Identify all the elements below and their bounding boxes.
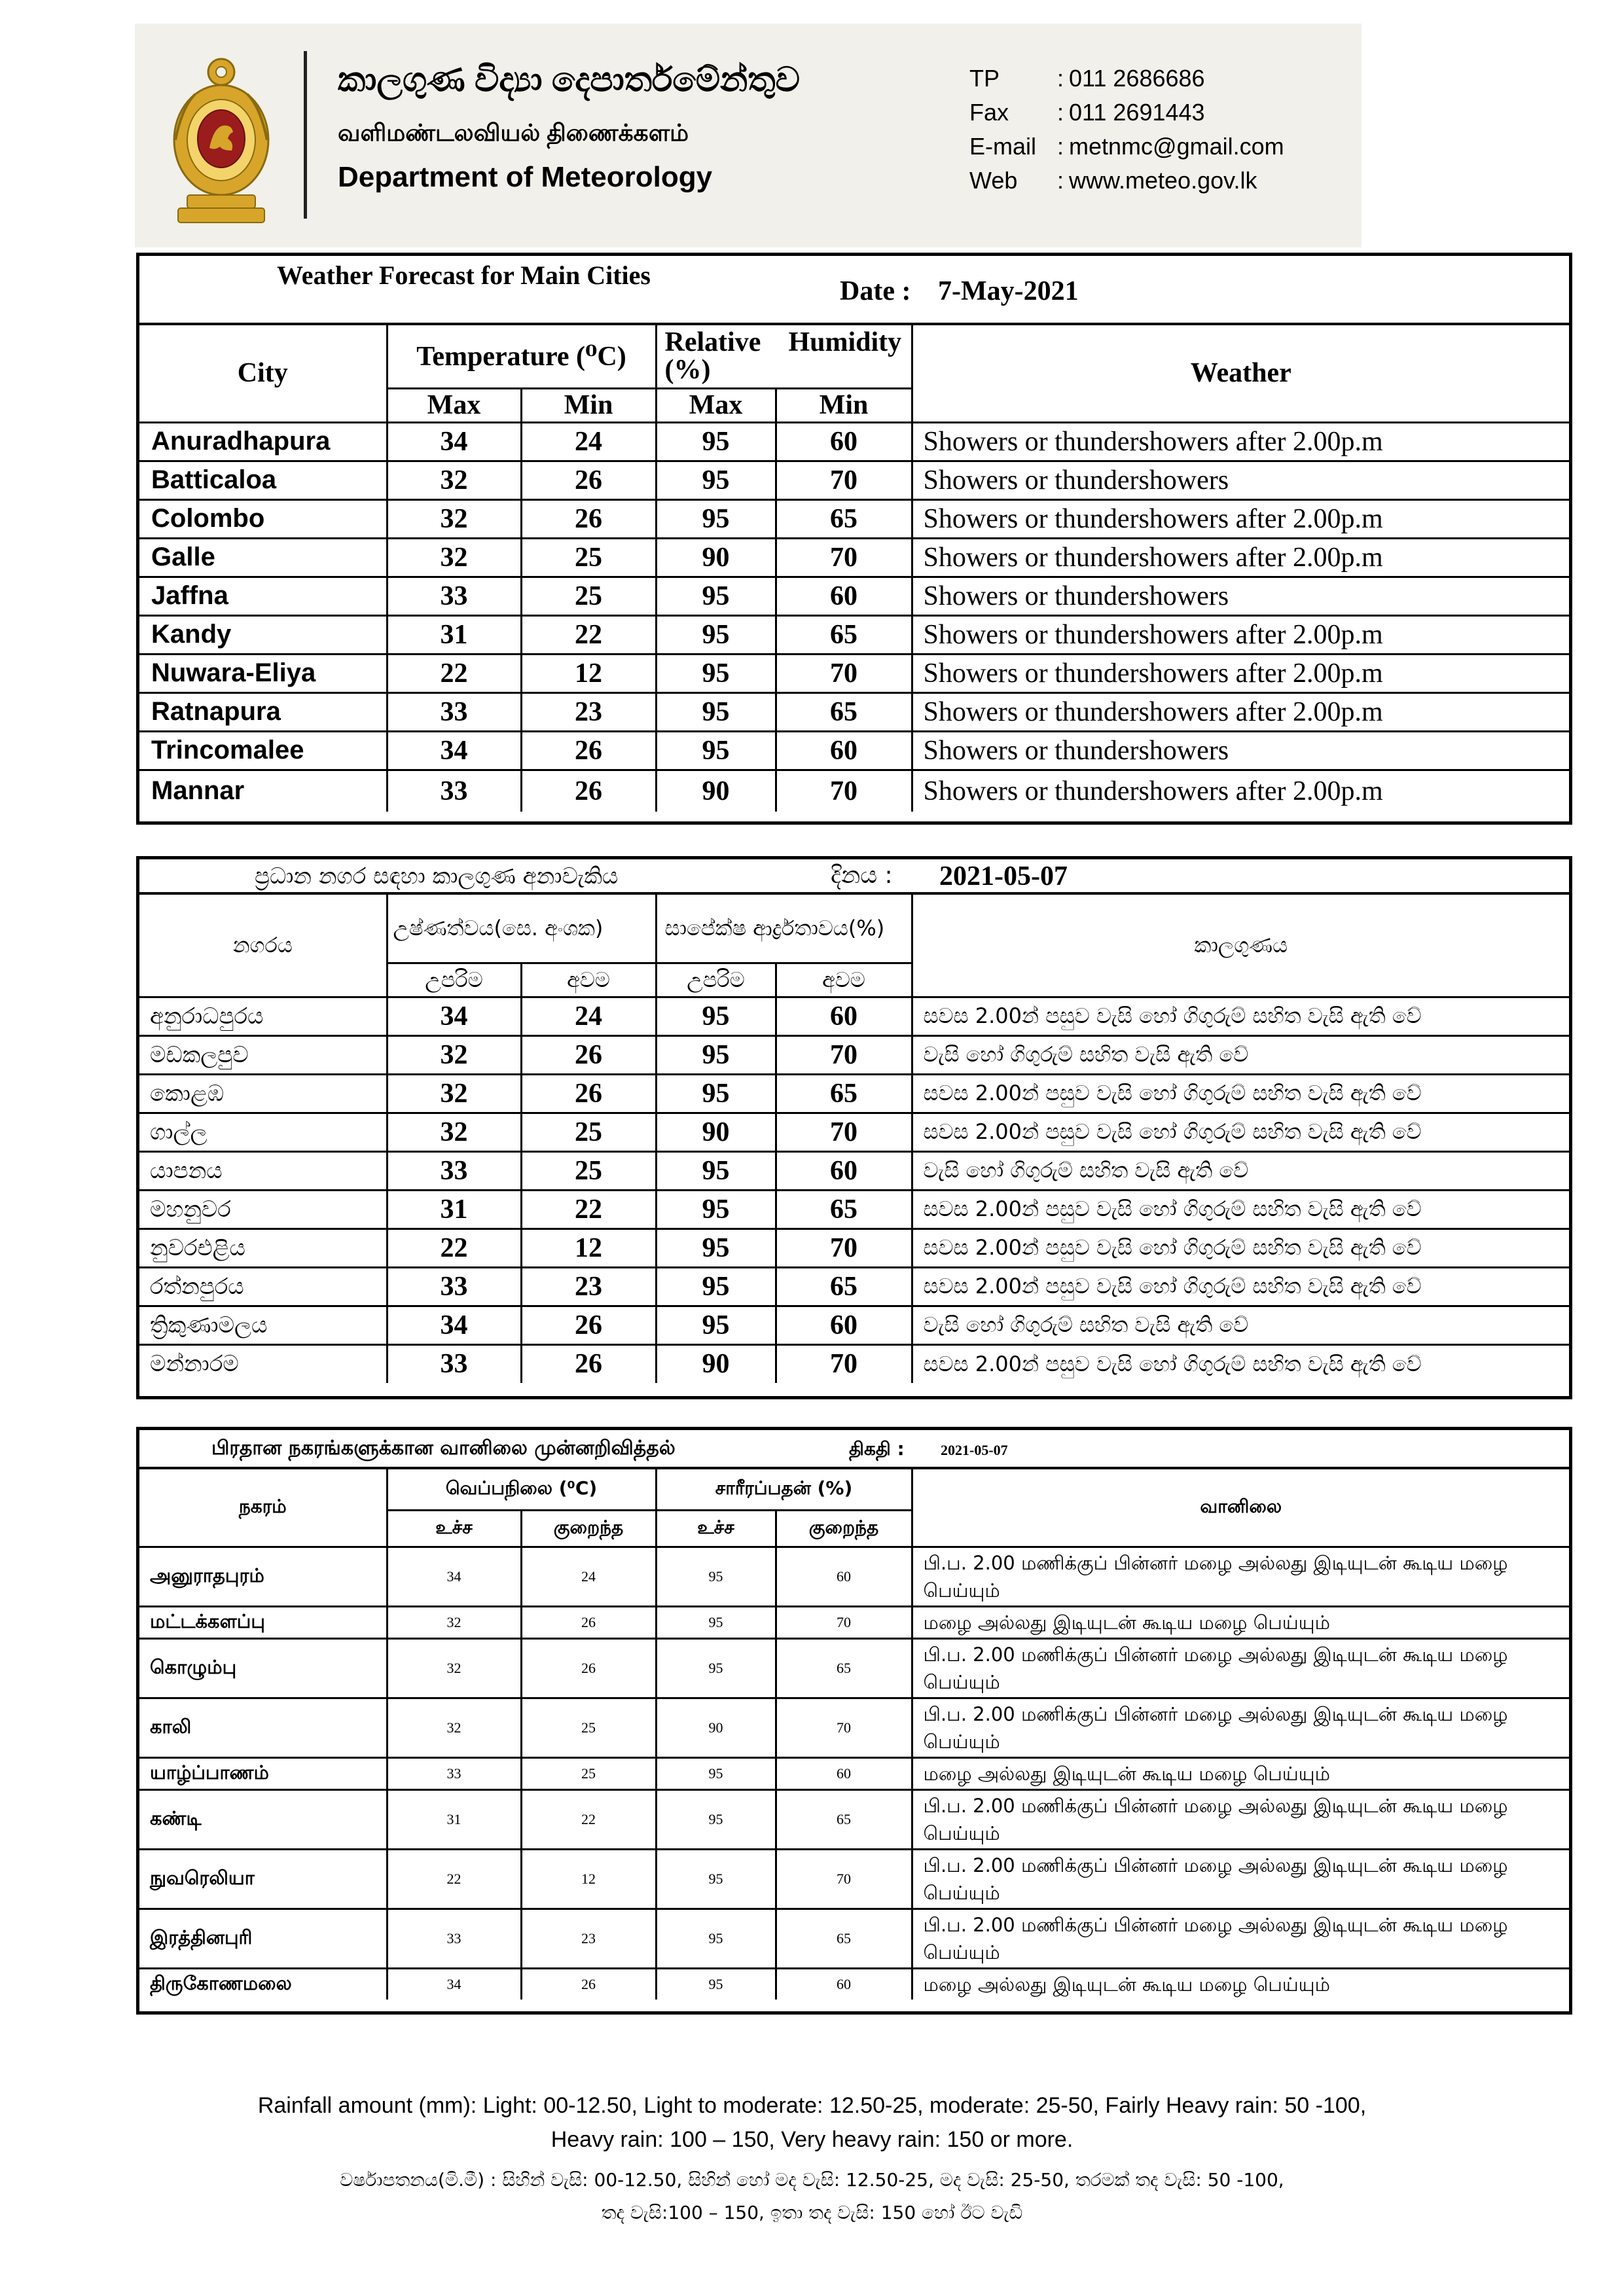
weather-description: Showers or thundershowers after 2.00p.m [912, 770, 1569, 812]
city-name: Kandy [139, 615, 387, 654]
weather-description: සවස 2.00න් පසුව වැසි හෝ ගිගුරුම් සහිත වැසි ඇති වේ [912, 1267, 1569, 1306]
table-row [139, 1344, 1569, 1383]
table-row [139, 1606, 1569, 1638]
humidity-min: 60 [776, 997, 912, 1035]
table-title: Weather Forecast for Main Cities [277, 260, 651, 290]
city-name: நுவரெலியா [139, 1849, 387, 1909]
humidity-max: 95 [656, 997, 776, 1035]
city-name: Colombo [139, 499, 387, 538]
humidity-min: 65 [776, 1074, 912, 1113]
table-row [139, 1547, 1569, 1606]
temp-max: 33 [387, 577, 521, 615]
temp-max: 22 [387, 654, 521, 692]
humidity-min: 65 [776, 1267, 912, 1306]
contact-separator: : [1056, 99, 1064, 126]
city-name: கண்டி [139, 1789, 387, 1849]
header-weather: வானிலை [912, 1469, 1569, 1547]
temp-max: 33 [387, 1909, 521, 1968]
forecast-grid [139, 895, 1569, 1383]
humidity-min: 70 [776, 1849, 912, 1909]
humidity-min: 65 [776, 1909, 912, 1968]
humidity-max: 95 [656, 1229, 776, 1267]
weather-description: பி.ப. 2.00 மணிக்குப் பின்னர் மழை அல்லது இடியுடன் கூடிய மழை பெய்யும் [912, 1547, 1569, 1606]
header-weather: කාලගුණය [912, 895, 1569, 997]
date-value: 2021-05-07 [941, 1442, 1008, 1458]
humidity-max: 95 [656, 615, 776, 654]
humidity-min: 60 [776, 577, 912, 615]
contact-website-link[interactable]: www.meteo.gov.lk [1069, 167, 1257, 194]
weather-description: Showers or thundershowers after 2.00p.m [912, 692, 1569, 731]
city-name: රත්නපුරය [139, 1267, 387, 1306]
table-row [139, 422, 1569, 461]
humidity-min: 60 [776, 1968, 912, 2000]
city-name: නුවරඑළිය [139, 1229, 387, 1267]
contact-row-tp [969, 62, 1284, 96]
temp-min: 25 [521, 577, 656, 615]
humidity-max: 90 [656, 1698, 776, 1757]
header-rh-min: අවම [776, 963, 912, 997]
humidity-min: 70 [776, 538, 912, 577]
city-name: திருகோணமலை [139, 1968, 387, 2000]
temp-max: 32 [387, 1113, 521, 1151]
city-name: මහනුවර [139, 1190, 387, 1229]
department-name-english: Department of Meteorology [338, 161, 713, 193]
header-temp-max: උපරිම [387, 963, 521, 997]
humidity-min: 70 [776, 1113, 912, 1151]
header-humidity: සාපේක්ෂ ආර්ද්‍රතාවය(%) [656, 895, 912, 963]
forecast-grid [139, 325, 1569, 812]
temp-min: 23 [521, 1267, 656, 1306]
header-humidity: சாரீரப்பதன் (%) [656, 1469, 912, 1510]
city-name: Ratnapura [139, 692, 387, 731]
weather-description: மழை அல்லது இடியுடன் கூடிய மழை பெய்யும் [912, 1757, 1569, 1789]
city-name: මඩකලපුව [139, 1035, 387, 1074]
city-name: කොළඹ [139, 1074, 387, 1113]
city-name: காலி [139, 1698, 387, 1757]
header-rh-max: உச்ச [656, 1510, 776, 1547]
table-row [139, 997, 1569, 1035]
humidity-min: 60 [776, 1151, 912, 1190]
header-rh-max: උපරිම [656, 963, 776, 997]
city-name: Nuwara-Eliya [139, 654, 387, 692]
forecast-grid [139, 1469, 1569, 2000]
weather-description: සවස 2.00න් පසුව වැසි හෝ ගිගුරුම් සහිත වැසි ඇති වේ [912, 1190, 1569, 1229]
city-name: ගාල්ල [139, 1113, 387, 1151]
humidity-min: 70 [776, 1698, 912, 1757]
city-name: යාපනය [139, 1151, 387, 1190]
humidity-min: 65 [776, 1789, 912, 1849]
weather-description: සවස 2.00න් පසුව වැසි හෝ ගිගුරුම් සහිත වැසි ඇති වේ [912, 1074, 1569, 1113]
letterhead [135, 24, 1362, 247]
humidity-min: 70 [776, 654, 912, 692]
temp-min: 25 [521, 1698, 656, 1757]
temp-max: 32 [387, 1035, 521, 1074]
humidity-min: 65 [776, 1190, 912, 1229]
temp-min: 26 [521, 1606, 656, 1638]
weather-description: වැසි හෝ ගිගුරුම් සහිත වැසි ඇති වේ [912, 1306, 1569, 1344]
rainfall-legend-english-line1: Rainfall amount (mm): Light: 00-12.50, Light to moderate: 12.50-25, moderate: 25-50, Fairly Heavy rain: 50 -100, [257, 2093, 1367, 2118]
temp-max: 34 [387, 1547, 521, 1606]
humidity-max: 95 [656, 422, 776, 461]
humidity-max: 95 [656, 1789, 776, 1849]
contact-separator: : [1056, 65, 1064, 92]
temp-max: 32 [387, 1074, 521, 1113]
weather-description: மழை அல்லது இடியுடன் கூடிய மழை பெய்யும் [912, 1968, 1569, 2000]
humidity-max: 95 [656, 1909, 776, 1968]
header-temperature: Temperature (⁰C) [387, 325, 656, 388]
humidity-min: 70 [776, 770, 912, 812]
header-temp-min: குறைந்த [521, 1510, 656, 1547]
table-row [139, 1190, 1569, 1229]
temp-max: 32 [387, 461, 521, 499]
temp-max: 34 [387, 422, 521, 461]
humidity-max: 95 [656, 1190, 776, 1229]
weather-description: பி.ப. 2.00 மணிக்குப் பின்னர் மழை அல்லது இடியுடன் கூடிய மழை பெய்யும் [912, 1698, 1569, 1757]
header-temp-max: உச்ச [387, 1510, 521, 1547]
rainfall-legend-english-line2: Heavy rain: 100 – 150, Very heavy rain: 150 or more. [550, 2127, 1074, 2152]
humidity-max: 95 [656, 577, 776, 615]
contact-row-email [969, 130, 1284, 164]
table-row [139, 1757, 1569, 1789]
temp-min: 26 [521, 1074, 656, 1113]
temp-min: 22 [521, 1789, 656, 1849]
weather-description: பி.ப. 2.00 மணிக்குப் பின்னர் மழை அல்லது இடியுடன் கூடிய மழை பெய்யும் [912, 1789, 1569, 1849]
temp-max: 22 [387, 1849, 521, 1909]
city-name: கொழும்பு [139, 1638, 387, 1698]
humidity-min: 60 [776, 731, 912, 770]
city-name: අනුරාධපුරය [139, 997, 387, 1035]
city-name: මන්නාරම [139, 1344, 387, 1383]
temp-min: 26 [521, 1638, 656, 1698]
header-city: நகரம் [139, 1469, 387, 1547]
date-value: 7-May-2021 [938, 276, 1079, 306]
contact-separator: : [1056, 133, 1064, 160]
humidity-max: 95 [656, 1547, 776, 1606]
header-humidity: Relative Humidity (%) [656, 325, 912, 388]
temp-max: 33 [387, 1344, 521, 1383]
weather-description: Showers or thundershowers after 2.00p.m [912, 499, 1569, 538]
table-row [139, 1229, 1569, 1267]
table-row [139, 1151, 1569, 1190]
humidity-min: 60 [776, 422, 912, 461]
humidity-max: 95 [656, 654, 776, 692]
humidity-max: 95 [656, 731, 776, 770]
humidity-max: 95 [656, 1267, 776, 1306]
contact-value: 011 2686686 [1069, 65, 1205, 92]
weather-description: සවස 2.00න් පසුව වැසි හෝ ගිගුරුම් සහිත වැසි ඇති වේ [912, 997, 1569, 1035]
table-row [139, 654, 1569, 692]
temp-max: 33 [387, 770, 521, 812]
table-row [139, 770, 1569, 812]
temp-min: 26 [521, 461, 656, 499]
weather-description: Showers or thundershowers after 2.00p.m [912, 422, 1569, 461]
table-title-bar [139, 859, 1569, 895]
weather-description: மழை அல்லது இடியுடன் கூடிய மழை பெய்யும் [912, 1606, 1569, 1638]
humidity-max: 90 [656, 538, 776, 577]
temp-min: 12 [521, 1229, 656, 1267]
humidity-min: 70 [776, 1606, 912, 1638]
temp-max: 34 [387, 1968, 521, 2000]
temp-max: 32 [387, 499, 521, 538]
rainfall-legend-sinhala-line2: තද වැසි:100 – 150, ඉතා තද වැසි: 150 හෝ ඊට වැඩි [601, 2202, 1023, 2223]
humidity-max: 95 [656, 1074, 776, 1113]
humidity-min: 65 [776, 692, 912, 731]
header-temp-min: අවම [521, 963, 656, 997]
temp-min: 26 [521, 1968, 656, 2000]
date-label: දිනය : [831, 862, 893, 889]
temp-min: 12 [521, 1849, 656, 1909]
contact-label: Web [969, 167, 1018, 194]
table-row [139, 538, 1569, 577]
city-name: Mannar [139, 770, 387, 812]
temp-max: 33 [387, 692, 521, 731]
weather-description: සවස 2.00න් පසුව වැසි හෝ ගිගුරුම් සහිත වැසි ඇති වේ [912, 1229, 1569, 1267]
temp-max: 32 [387, 538, 521, 577]
temp-min: 26 [521, 1344, 656, 1383]
date-label: Date : [840, 276, 911, 306]
header-rh-max: Max [656, 388, 776, 422]
weather-description: Showers or thundershowers [912, 461, 1569, 499]
temp-max: 33 [387, 1757, 521, 1789]
humidity-min: 60 [776, 1547, 912, 1606]
temp-max: 32 [387, 1698, 521, 1757]
temp-min: 22 [521, 615, 656, 654]
humidity-max: 90 [656, 770, 776, 812]
city-name: மட்டக்களப்பு [139, 1606, 387, 1638]
contact-value: 011 2691443 [1069, 99, 1205, 126]
humidity-min: 60 [776, 1757, 912, 1789]
temp-max: 34 [387, 1306, 521, 1344]
weather-description: Showers or thundershowers after 2.00p.m [912, 654, 1569, 692]
weather-description: பி.ப. 2.00 மணிக்குப் பின்னர் மழை அல்லது இடியுடன் கூடிய மழை பெய்யும் [912, 1638, 1569, 1698]
table-row [139, 1113, 1569, 1151]
humidity-min: 60 [776, 1306, 912, 1344]
humidity-max: 95 [656, 1849, 776, 1909]
temp-min: 12 [521, 654, 656, 692]
humidity-max: 95 [656, 499, 776, 538]
contact-label: Fax [969, 99, 1009, 126]
table-title-bar [139, 256, 1569, 325]
header-divider [304, 51, 307, 219]
table-row [139, 1968, 1569, 2000]
temp-min: 23 [521, 1909, 656, 1968]
temp-max: 32 [387, 1606, 521, 1638]
humidity-min: 70 [776, 1035, 912, 1074]
table-row [139, 1638, 1569, 1698]
humidity-max: 95 [656, 1035, 776, 1074]
weather-description: වැසි හෝ ගිගුරුම් සහිත වැසි ඇති වේ [912, 1035, 1569, 1074]
temp-min: 25 [521, 1113, 656, 1151]
table-row [139, 615, 1569, 654]
humidity-max: 90 [656, 1113, 776, 1151]
contact-row-web [969, 164, 1284, 198]
humidity-max: 95 [656, 1606, 776, 1638]
table-row [139, 692, 1569, 731]
contact-email-link[interactable]: metnmc@gmail.com [1069, 133, 1284, 160]
humidity-max: 95 [656, 1306, 776, 1344]
humidity-max: 95 [656, 1968, 776, 2000]
city-name: ත්‍රිකුණාමලය [139, 1306, 387, 1344]
table-row [139, 1267, 1569, 1306]
forecast-table-tamil [136, 1427, 1572, 2015]
city-name: Anuradhapura [139, 422, 387, 461]
header-rh-min: Min [776, 388, 912, 422]
temp-min: 23 [521, 692, 656, 731]
humidity-max: 95 [656, 1757, 776, 1789]
temp-min: 26 [521, 499, 656, 538]
header-rh-min: குறைந்த [776, 1510, 912, 1547]
temp-min: 26 [521, 1306, 656, 1344]
city-name: Jaffna [139, 577, 387, 615]
header-temperature: வெப்பநிலை (⁰C) [387, 1469, 656, 1510]
temp-min: 24 [521, 997, 656, 1035]
temp-max: 34 [387, 731, 521, 770]
table-title: பிரதான நகரங்களுக்கான வானிலை முன்னறிவித்தல் [211, 1437, 676, 1460]
header-weather: Weather [912, 325, 1569, 422]
humidity-max: 95 [656, 1151, 776, 1190]
humidity-min: 65 [776, 499, 912, 538]
forecast-table-english [136, 253, 1572, 825]
humidity-max: 90 [656, 1344, 776, 1383]
contact-separator: : [1056, 167, 1064, 194]
humidity-min: 70 [776, 1229, 912, 1267]
forecast-table-sinhala [136, 856, 1572, 1399]
table-row [139, 731, 1569, 770]
table-title-bar [139, 1430, 1569, 1469]
department-name-sinhala: කාලගුණ විද්‍යා දෙපාර්තමේන්තුව [338, 61, 800, 99]
contact-info [969, 62, 1284, 198]
weather-description: Showers or thundershowers [912, 577, 1569, 615]
city-name: யாழ்ப்பாணம் [139, 1757, 387, 1789]
temp-min: 26 [521, 1035, 656, 1074]
date-label: திகதி : [849, 1438, 905, 1460]
city-name: அனுராதபுரம் [139, 1547, 387, 1606]
table-row [139, 1789, 1569, 1849]
contact-label: TP [969, 65, 1000, 92]
temp-min: 26 [521, 731, 656, 770]
city-name: Batticaloa [139, 461, 387, 499]
weather-description: Showers or thundershowers after 2.00p.m [912, 538, 1569, 577]
department-name-tamil: வளிமண்டலவியல் திணைக்களம் [338, 119, 689, 146]
contact-row-fax [969, 96, 1284, 130]
temp-min: 24 [521, 1547, 656, 1606]
temp-min: 24 [521, 422, 656, 461]
city-name: Galle [139, 538, 387, 577]
table-row [139, 1909, 1569, 1968]
temp-min: 25 [521, 1757, 656, 1789]
humidity-min: 65 [776, 1638, 912, 1698]
weather-description: වැසි හෝ ගිගුරුම් සහිත වැසි ඇති වේ [912, 1151, 1569, 1190]
rainfall-legend-sinhala-line1: වර්ෂාපතනය(මි.මී) : සිහින් වැසි: 00-12.50, සිහින් හෝ මද වැසි: 12.50-25, මද වැසි: 25-50, තරමක් තද වැසි: 50 -100, [340, 2169, 1284, 2191]
humidity-max: 95 [656, 692, 776, 731]
temp-max: 32 [387, 1638, 521, 1698]
weather-description: Showers or thundershowers after 2.00p.m [912, 615, 1569, 654]
temp-max: 31 [387, 1190, 521, 1229]
temp-max: 33 [387, 1151, 521, 1190]
table-row [139, 1035, 1569, 1074]
humidity-min: 65 [776, 615, 912, 654]
temp-max: 22 [387, 1229, 521, 1267]
table-row [139, 577, 1569, 615]
table-row [139, 499, 1569, 538]
city-name: Trincomalee [139, 731, 387, 770]
header-city: නගරය [139, 895, 387, 997]
contact-label: E-mail [969, 133, 1037, 160]
humidity-min: 70 [776, 1344, 912, 1383]
header-city: City [139, 325, 387, 422]
weather-description: සවස 2.00න් පසුව වැසි හෝ ගිගුරුම් සහිත වැසි ඇති වේ [912, 1113, 1569, 1151]
temp-min: 25 [521, 538, 656, 577]
temp-max: 33 [387, 1267, 521, 1306]
weather-description: பி.ப. 2.00 மணிக்குப் பின்னர் மழை அல்லது இடியுடன் கூடிய மழை பெய்யும் [912, 1849, 1569, 1909]
temp-min: 26 [521, 770, 656, 812]
table-title: ප්‍රධාන නගර සඳහා කාලගුණ අනාවැකිය [255, 863, 619, 889]
weather-description: සවස 2.00න් පසුව වැසි හෝ ගිගුරුම් සහිත වැසි ඇති වේ [912, 1344, 1569, 1383]
header-temperature: උෂ්ණත්වය(සෙ. අංශක) [387, 895, 656, 963]
header-temp-min: Min [521, 388, 656, 422]
header-temp-max: Max [387, 388, 521, 422]
table-row [139, 1306, 1569, 1344]
temp-max: 31 [387, 615, 521, 654]
temp-min: 22 [521, 1190, 656, 1229]
table-row [139, 1698, 1569, 1757]
table-row [139, 461, 1569, 499]
humidity-min: 70 [776, 461, 912, 499]
table-row [139, 1074, 1569, 1113]
city-name: இரத்தினபுரி [139, 1909, 387, 1968]
temp-max: 34 [387, 997, 521, 1035]
date-value: 2021-05-07 [939, 861, 1068, 891]
sri-lanka-emblem-icon [169, 56, 274, 225]
weather-description: பி.ப. 2.00 மணிக்குப் பின்னர் மழை அல்லது இடியுடன் கூடிய மழை பெய்யும் [912, 1909, 1569, 1968]
humidity-max: 95 [656, 461, 776, 499]
weather-description: Showers or thundershowers [912, 731, 1569, 770]
temp-max: 31 [387, 1789, 521, 1849]
temp-min: 25 [521, 1151, 656, 1190]
humidity-max: 95 [656, 1638, 776, 1698]
table-row [139, 1849, 1569, 1909]
